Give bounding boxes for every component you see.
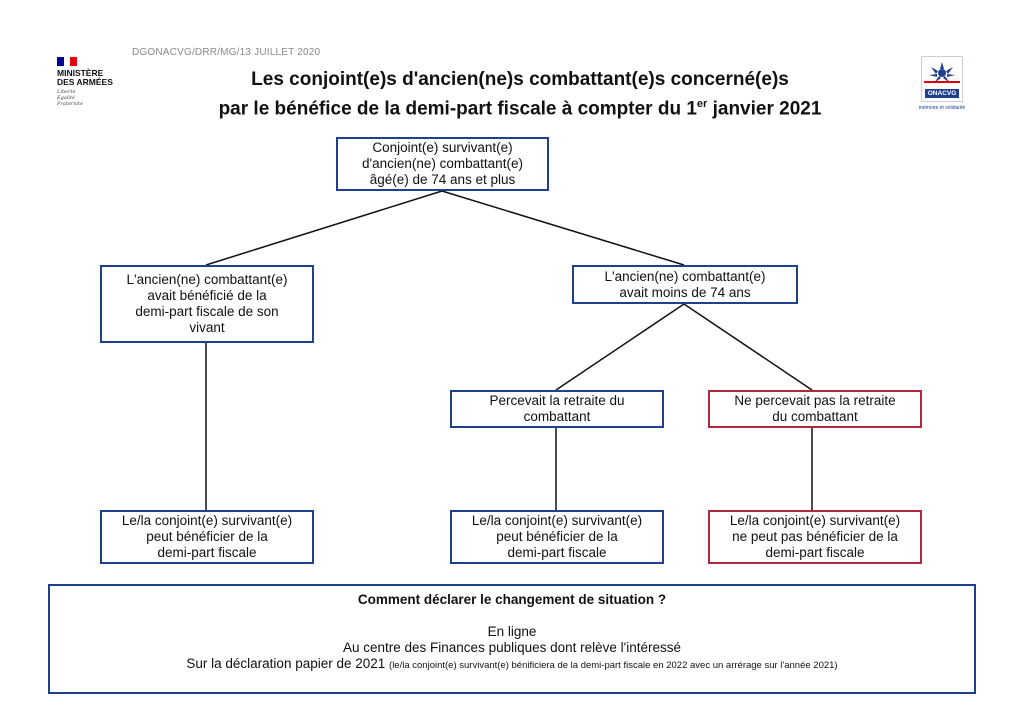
document-reference: DGONACVG/DRR/MG/13 JUILLET 2020: [132, 47, 321, 58]
left-branch-line1: L'ancien(ne) combattant(e): [126, 272, 288, 287]
result-mid-line1: Le/la conjoint(e) survivant(e): [471, 513, 643, 528]
result-left-line2: peut bénéficier de la: [146, 529, 268, 544]
republic-motto: [57, 89, 127, 107]
result-mid-line2: peut bénéficier de la: [496, 529, 618, 544]
onacvg-logo: [912, 56, 972, 111]
left-branch-line4: vivant: [189, 320, 225, 335]
result-right-node: [708, 510, 922, 564]
result-mid-node: [450, 510, 664, 564]
title-superscript: er: [696, 98, 708, 110]
result-mid-line3: demi-part fiscale: [507, 545, 607, 560]
result-left-line1: Le/la conjoint(e) survivant(e): [121, 513, 293, 528]
declaration-paper-main: Sur la déclaration papier de 2021: [186, 656, 390, 671]
declaration-question: Comment déclarer le changement de situation ?: [357, 592, 667, 607]
result-right-line1: Le/la conjoint(e) survivant(e): [729, 513, 901, 528]
ministry-line1: MINISTÈRE: [57, 68, 104, 78]
retraite-no-line1: Ne percevait pas la retraite: [734, 393, 896, 408]
ministere-des-armees-logo: [57, 57, 127, 107]
declaration-paper-note: (le/la conjoint(e) survivant(e) bénificiera de la demi-part fiscale en 2022 avec un arrérage sur l'année 2021): [389, 660, 838, 671]
retraite-no-line2: du combattant: [772, 409, 858, 424]
root-line1: Conjoint(e) survivant(e): [372, 140, 513, 155]
result-right-line2: ne peut pas bénéficier de la: [732, 529, 898, 544]
marianne-flag-icon: [57, 57, 77, 66]
title-line2-text: par le bénéfice de la demi-part fiscale à compter du 1: [218, 98, 697, 120]
motto-egalite: Égalité: [57, 95, 75, 101]
onacvg-tagline: mémoire et solidarité: [918, 105, 966, 111]
connector-right-a: [556, 304, 684, 390]
ministry-line2: DES ARMÉES: [57, 77, 113, 87]
connector-root-left: [206, 191, 442, 265]
page-title-line1: Les conjoint(e)s d'ancien(ne)s combattant(e)s concerné(e)s: [251, 69, 789, 90]
declaration-line-paper: [50, 656, 974, 674]
result-left-node: [100, 510, 314, 564]
declaration-box: [48, 584, 976, 694]
retraite-yes-line2: combattant: [523, 409, 591, 424]
onacvg-bleuet-icon: [921, 56, 963, 102]
result-right-line3: demi-part fiscale: [765, 545, 865, 560]
root-node: [336, 137, 549, 191]
right-branch-node: [572, 265, 798, 304]
onacvg-name: ONACVG: [925, 89, 959, 98]
declaration-line-online: En ligne: [487, 624, 537, 639]
right-branch-line1: L'ancien(ne) combattant(e): [604, 268, 766, 284]
connector-right-b: [684, 304, 812, 390]
left-branch-line2: avait bénéficié de la: [147, 288, 267, 303]
right-branch-line2: avait moins de 74 ans: [619, 284, 751, 300]
title-line2-end: janvier 2021: [707, 98, 822, 120]
retraite-yes-node: [450, 390, 664, 428]
left-branch-node: [100, 265, 314, 343]
motto-fraternite: Fraternité: [57, 101, 83, 107]
page-title-line2: [150, 92, 890, 121]
motto-liberte: Liberté: [57, 89, 76, 95]
root-line3: âgé(e) de 74 ans et plus: [369, 172, 516, 187]
result-left-line3: demi-part fiscale: [157, 545, 257, 560]
ministry-name: [57, 69, 127, 87]
declaration-line-centre: Au centre des Finances publiques dont relève l'intéressé: [342, 640, 682, 655]
retraite-no-node: [708, 390, 922, 428]
retraite-yes-line1: Percevait la retraite du: [489, 393, 625, 408]
left-branch-line3: demi-part fiscale de son: [135, 304, 279, 319]
connector-root-right: [442, 191, 684, 265]
root-line2: d'ancien(ne) combattant(e): [362, 156, 523, 171]
